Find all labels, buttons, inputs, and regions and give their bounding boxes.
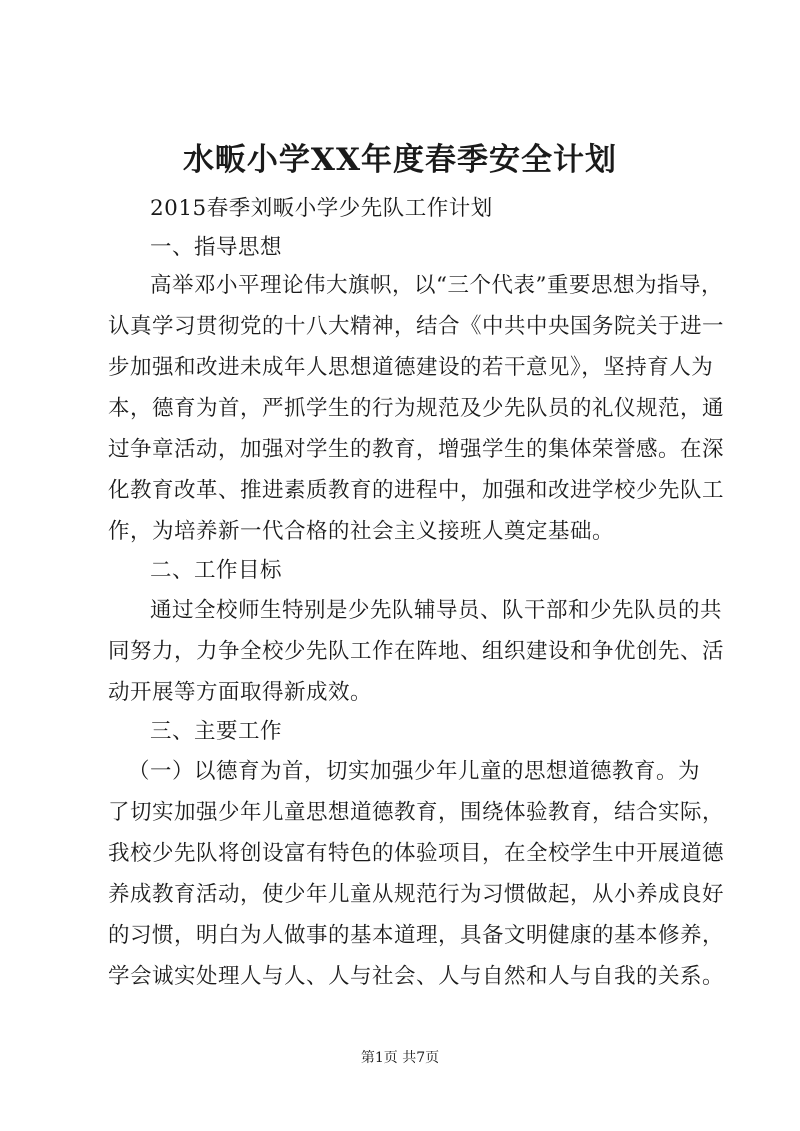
paragraph-line: 了切实加强少年儿童思想道德教育，围绕体验教育，结合实际， [108, 800, 725, 825]
paragraph-line: 过争章活动，加强对学生的教育，增强学生的集体荣誉感。在深 [108, 437, 725, 462]
section-heading-main-work: 三、主要工作 [150, 719, 283, 744]
paragraph-line: 本，德育为首，严抓学生的行为规范及少先队员的礼仪规范，通 [108, 396, 725, 421]
paragraph-line: 高举邓小平理论伟大旗帜，以“三个代表”重要思想为指导， [150, 273, 723, 298]
paragraph-line: 的习惯，明白为人做事的基本道理，具备文明健康的基本修养， [108, 923, 725, 948]
section-heading-work-goals: 二、工作目标 [150, 558, 283, 583]
paragraph-line: 认真学习贯彻党的十八大精神，结合《中共中央国务院关于进一 [108, 314, 725, 339]
paragraph-line: （一）以德育为首，切实加强少年儿童的思想道德教育。为 [128, 759, 701, 784]
paragraph-line: 步加强和改进未成年人思想道德建设的若干意见》，坚持育人为 [108, 355, 714, 380]
paragraph-line: 学会诚实处理人与人、人与社会、人与自然和人与自我的关系。 [108, 964, 725, 989]
paragraph-line: 我校少先队将创设富有特色的体验项目，在全校学生中开展道德 [108, 841, 725, 866]
paragraph-line: 养成教育活动，使少年儿童从规范行为习惯做起，从小养成良好 [108, 882, 725, 907]
document-title: 水畈小学XX年度春季安全计划 [182, 142, 618, 178]
paragraph-line: 通过全校师生特别是少先队辅导员、队干部和少先队员的共 [150, 598, 723, 623]
paragraph-line: 作，为培养新一代合格的社会主义接班人奠定基础。 [108, 519, 615, 544]
paragraph-line: 动开展等方面取得新成效。 [108, 680, 373, 705]
page-number-footer: 第1页 共7页 [360, 1050, 440, 1066]
paragraph-line: 同努力，力争全校少先队工作在阵地、组织建设和争优创先、活 [108, 639, 725, 664]
paragraph-line: 化教育改革、推进素质教育的进程中，加强和改进学校少先队工 [108, 478, 725, 503]
document-subtitle: 2015春季刘畈小学少先队工作计划 [150, 196, 493, 221]
section-heading-guiding-thought: 一、指导思想 [150, 235, 283, 260]
